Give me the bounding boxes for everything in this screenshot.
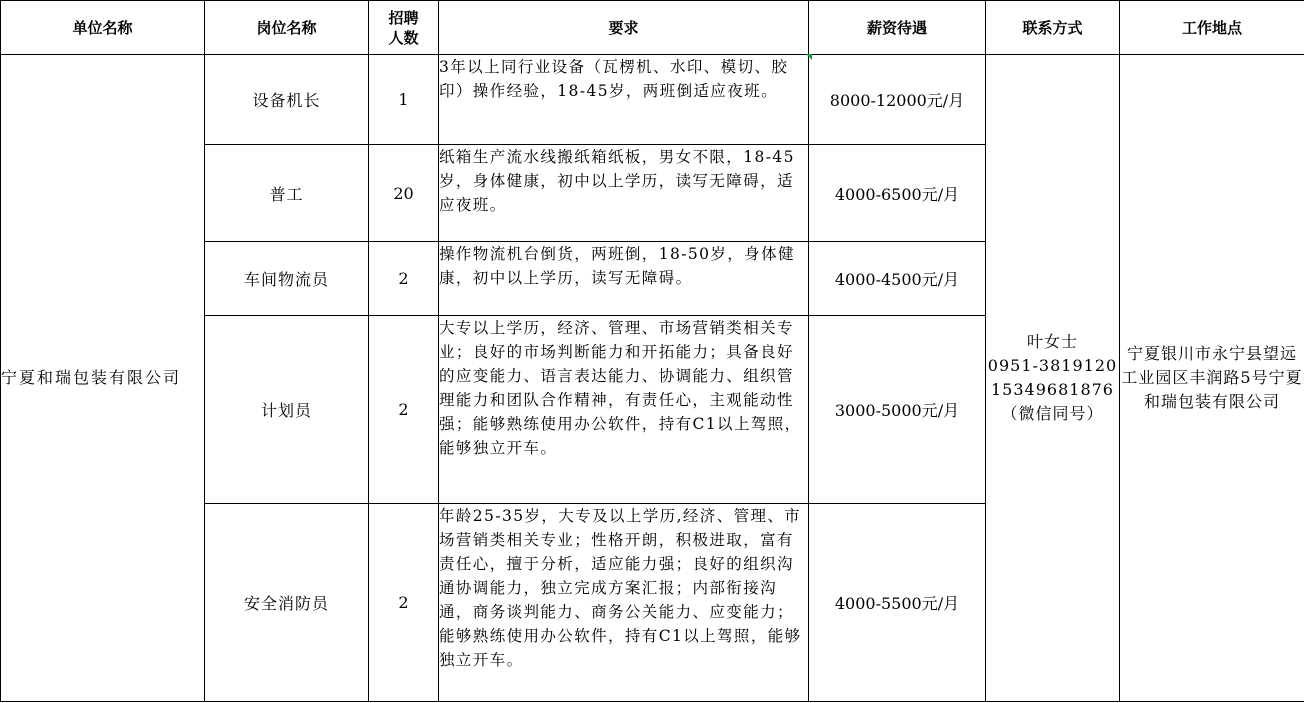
- header-recruit-line1: 招聘: [388, 8, 419, 27]
- recruit-count: 2: [369, 504, 439, 702]
- contact-name: 叶女士: [1026, 332, 1078, 351]
- salary: 8000-12000元/月: [809, 55, 986, 145]
- position-name: 普工: [205, 145, 369, 242]
- position-name: 安全消防员: [205, 504, 369, 702]
- header-recruit-line2: 人数: [388, 28, 419, 47]
- salary: 4000-4500元/月: [809, 242, 986, 316]
- contact-info: [986, 55, 1120, 702]
- cell-comment-indicator-icon: [806, 54, 812, 60]
- requirements-text: 大专以上学历，经济、管理、市场营销类相关专业；良好的市场判断能力和开拓能力；具备良好的应变能力、语言表达能力、协调能力、组织管理能力和团队合作精神，有责任心，主观能动性强；能够熟练使用办公软件，持有C1以上驾照，能够独立开车。: [439, 316, 809, 504]
- header-row: [1, 1, 1304, 55]
- requirements-text: 3年以上同行业设备（瓦楞机、水印、模切、胶印）操作经验，18-45岁，两班倒适应夜班。: [439, 55, 809, 145]
- work-location: 宁夏银川市永宁县望远工业园区丰润路5号宁夏和瑞包装有限公司: [1120, 55, 1304, 702]
- position-name: 计划员: [205, 316, 369, 504]
- recruit-count: 2: [369, 316, 439, 504]
- header-contact: 联系方式: [986, 1, 1120, 55]
- header-location: 工作地点: [1120, 1, 1304, 55]
- requirements-text: 年龄25-35岁，大专及以上学历,经济、管理、市场营销类相关专业；性格开朗，积极进取，富有责任心，擅于分析，适应能力强；良好的组织沟通协调能力，独立完成方案汇报；内部衔接沟通，商务谈判能力、商务公关能力、应变能力；能够熟练使用办公软件，持有C1以上驾照，能够独立开车。: [439, 504, 809, 702]
- recruit-count: 2: [369, 242, 439, 316]
- requirements-text: 操作物流机台倒货，两班倒，18-50岁，身体健康，初中以上学历，读写无障碍。: [439, 242, 809, 316]
- contact-phone-note: （微信同号）: [1001, 404, 1104, 423]
- position-name: 设备机长: [205, 55, 369, 145]
- company-name: 宁夏和瑞包装有限公司: [1, 55, 205, 702]
- header-requirements: 要求: [439, 1, 809, 55]
- salary: 4000-5500元/月: [809, 504, 986, 702]
- recruit-count: 1: [369, 55, 439, 145]
- salary: 4000-6500元/月: [809, 145, 986, 242]
- requirements-text: 纸箱生产流水线搬纸箱纸板，男女不限，18-45岁，身体健康，初中以上学历，读写无障碍，适应夜班。: [439, 145, 809, 242]
- header-recruit-count: [369, 1, 439, 55]
- contact-phone-landline: 0951-3819120: [987, 356, 1118, 375]
- position-name: 车间物流员: [205, 242, 369, 316]
- table-row: [1, 55, 1304, 145]
- header-position: 岗位名称: [205, 1, 369, 55]
- contact-phone-mobile: 15349681876: [991, 380, 1114, 399]
- recruit-count: 20: [369, 145, 439, 242]
- header-salary: 薪资待遇: [809, 1, 986, 55]
- salary: 3000-5000元/月: [809, 316, 986, 504]
- header-unit: 单位名称: [1, 1, 205, 55]
